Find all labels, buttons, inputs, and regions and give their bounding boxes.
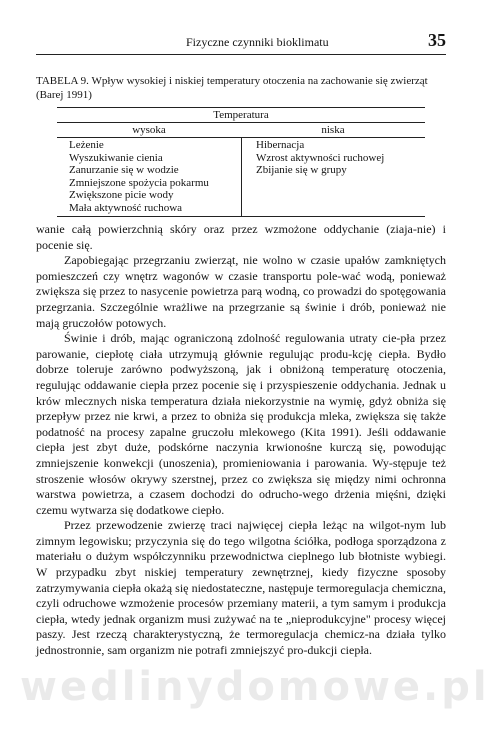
page-number: 35: [428, 30, 446, 50]
column-low: [241, 138, 425, 216]
table-subheader-row: [57, 123, 425, 138]
table-cell: Wzrost aktywności ruchowej: [256, 151, 385, 164]
column-header-low: niska: [321, 124, 345, 136]
table-cell: Leżenie: [69, 139, 104, 151]
paragraph: wanie całą powierzchnią skóry oraz przez wzmożone oddychanie (ziaja-nie) i pocenie się.: [36, 222, 446, 252]
paragraph: Zapobiegając przegrzaniu zwierząt, nie wolno w czasie upałów zamkniętych pomieszczeń czy wnętrz wagonów w czasie transportu pole-wać wodą, ponieważ zwiększa się przez to nasycenie powietrza parą wodną, co prowadzi do spotęgowania przegrzania. Szczególnie wrażliwe na przegrzanie są świnie i drób, ponieważ nie mają gruczołów potowych.: [36, 253, 446, 330]
table-cell: Mała aktywność ruchowa: [69, 201, 183, 214]
table-cell: Zbijanie się w grupy: [256, 164, 347, 176]
header-rule: [36, 54, 446, 55]
table-caption: TABELA 9. Wpływ wysokiej i niskiej temperatury otoczenia na zachowanie się zwierząt (Barej 1991): [36, 75, 428, 101]
table-cell: Hibernacja: [256, 139, 305, 151]
table-group-header: Temperatura: [57, 108, 425, 123]
running-title: Fizyczne czynniki bioklimatu: [186, 35, 329, 49]
table-cell: Wyszukiwanie cienia: [69, 151, 163, 164]
table-body: [57, 138, 425, 216]
table-cell: Zanurzanie się w wodzie: [69, 164, 179, 176]
column-high: [57, 138, 241, 216]
paragraph: Świnie i drób, mając ograniczoną zdolność regulowania utraty cie-pła przez parowanie, ciepłotę ciała utrzymują głównie regulując produ-kcję ciepła. Bydło dobrze toleruje zarówno podwyższoną, jak i obniżoną temperaturę otoczenia, regulując oddawanie ciepła przez pocenie się i przyspieszenie oddychania. Jednak u krów mlecznych niska temperatura działa niekorzystnie na wymię, gdyż obniża się przepływ przez nie krwi, a przez to obniża się produkcja mleka, zwiększa się także podatność na procesy zapalne gruczołu mlekowego (Kita 1991). Jeśli oddawanie ciepła jest zbyt duże, podskórne naczynia krwionośne kurczą się, powodując zmniejszenie konwekcji (unoszenia), promieniowania i parowania. Wy-stępuje też stroszenie włosów okrywy szerstnej, przez co zwiększa się między nimi ochronna warstwa powietrza, a czasem dochodzi do odrucho-wego drżenia mięśni, dzięki czemu wytwarza się dodatkowe ciepło.: [36, 331, 446, 517]
table-cell: Zmniejszone spożycia pokarmu: [69, 176, 209, 189]
running-header: [36, 30, 446, 51]
watermark: wedlinydomowe.pl: [20, 664, 490, 710]
paragraph: Przez przewodzenie zwierzę traci najwięcej ciepła leżąc na wilgot-nym lub zimnym legowisku; przyczynia się do tego wilgotna ściółka, podłoga sporządzona z materiału o dużym współczynniku przewodnictwa cieplnego lub błotniste wybiegi. W przypadku zbyt niskiej temperatury zewnętrznej, kiedy fizyczne sposoby zatrzymywania ciepła okażą się niedostateczne, następuje termoregulacja chemiczna, czyli odruchowe wzmożenie procesów przemiany materii, a tym samym i produkcja ciepła, wtedy jednak organizm musi zużywać na te „nieprodukcyjne" procesy więcej paszy. Jest rzeczą charakterystyczną, że termoregulacja chemicz-na działa tylko jednostronnie, sam organizm nie potrafi zmniejszyć pro-dukcji ciepła.: [36, 518, 446, 658]
body-text: [36, 222, 446, 659]
table-cell: Zwiększone picie wody: [69, 189, 174, 201]
column-header-high: wysoka: [132, 124, 166, 136]
temperature-table: [57, 107, 425, 217]
